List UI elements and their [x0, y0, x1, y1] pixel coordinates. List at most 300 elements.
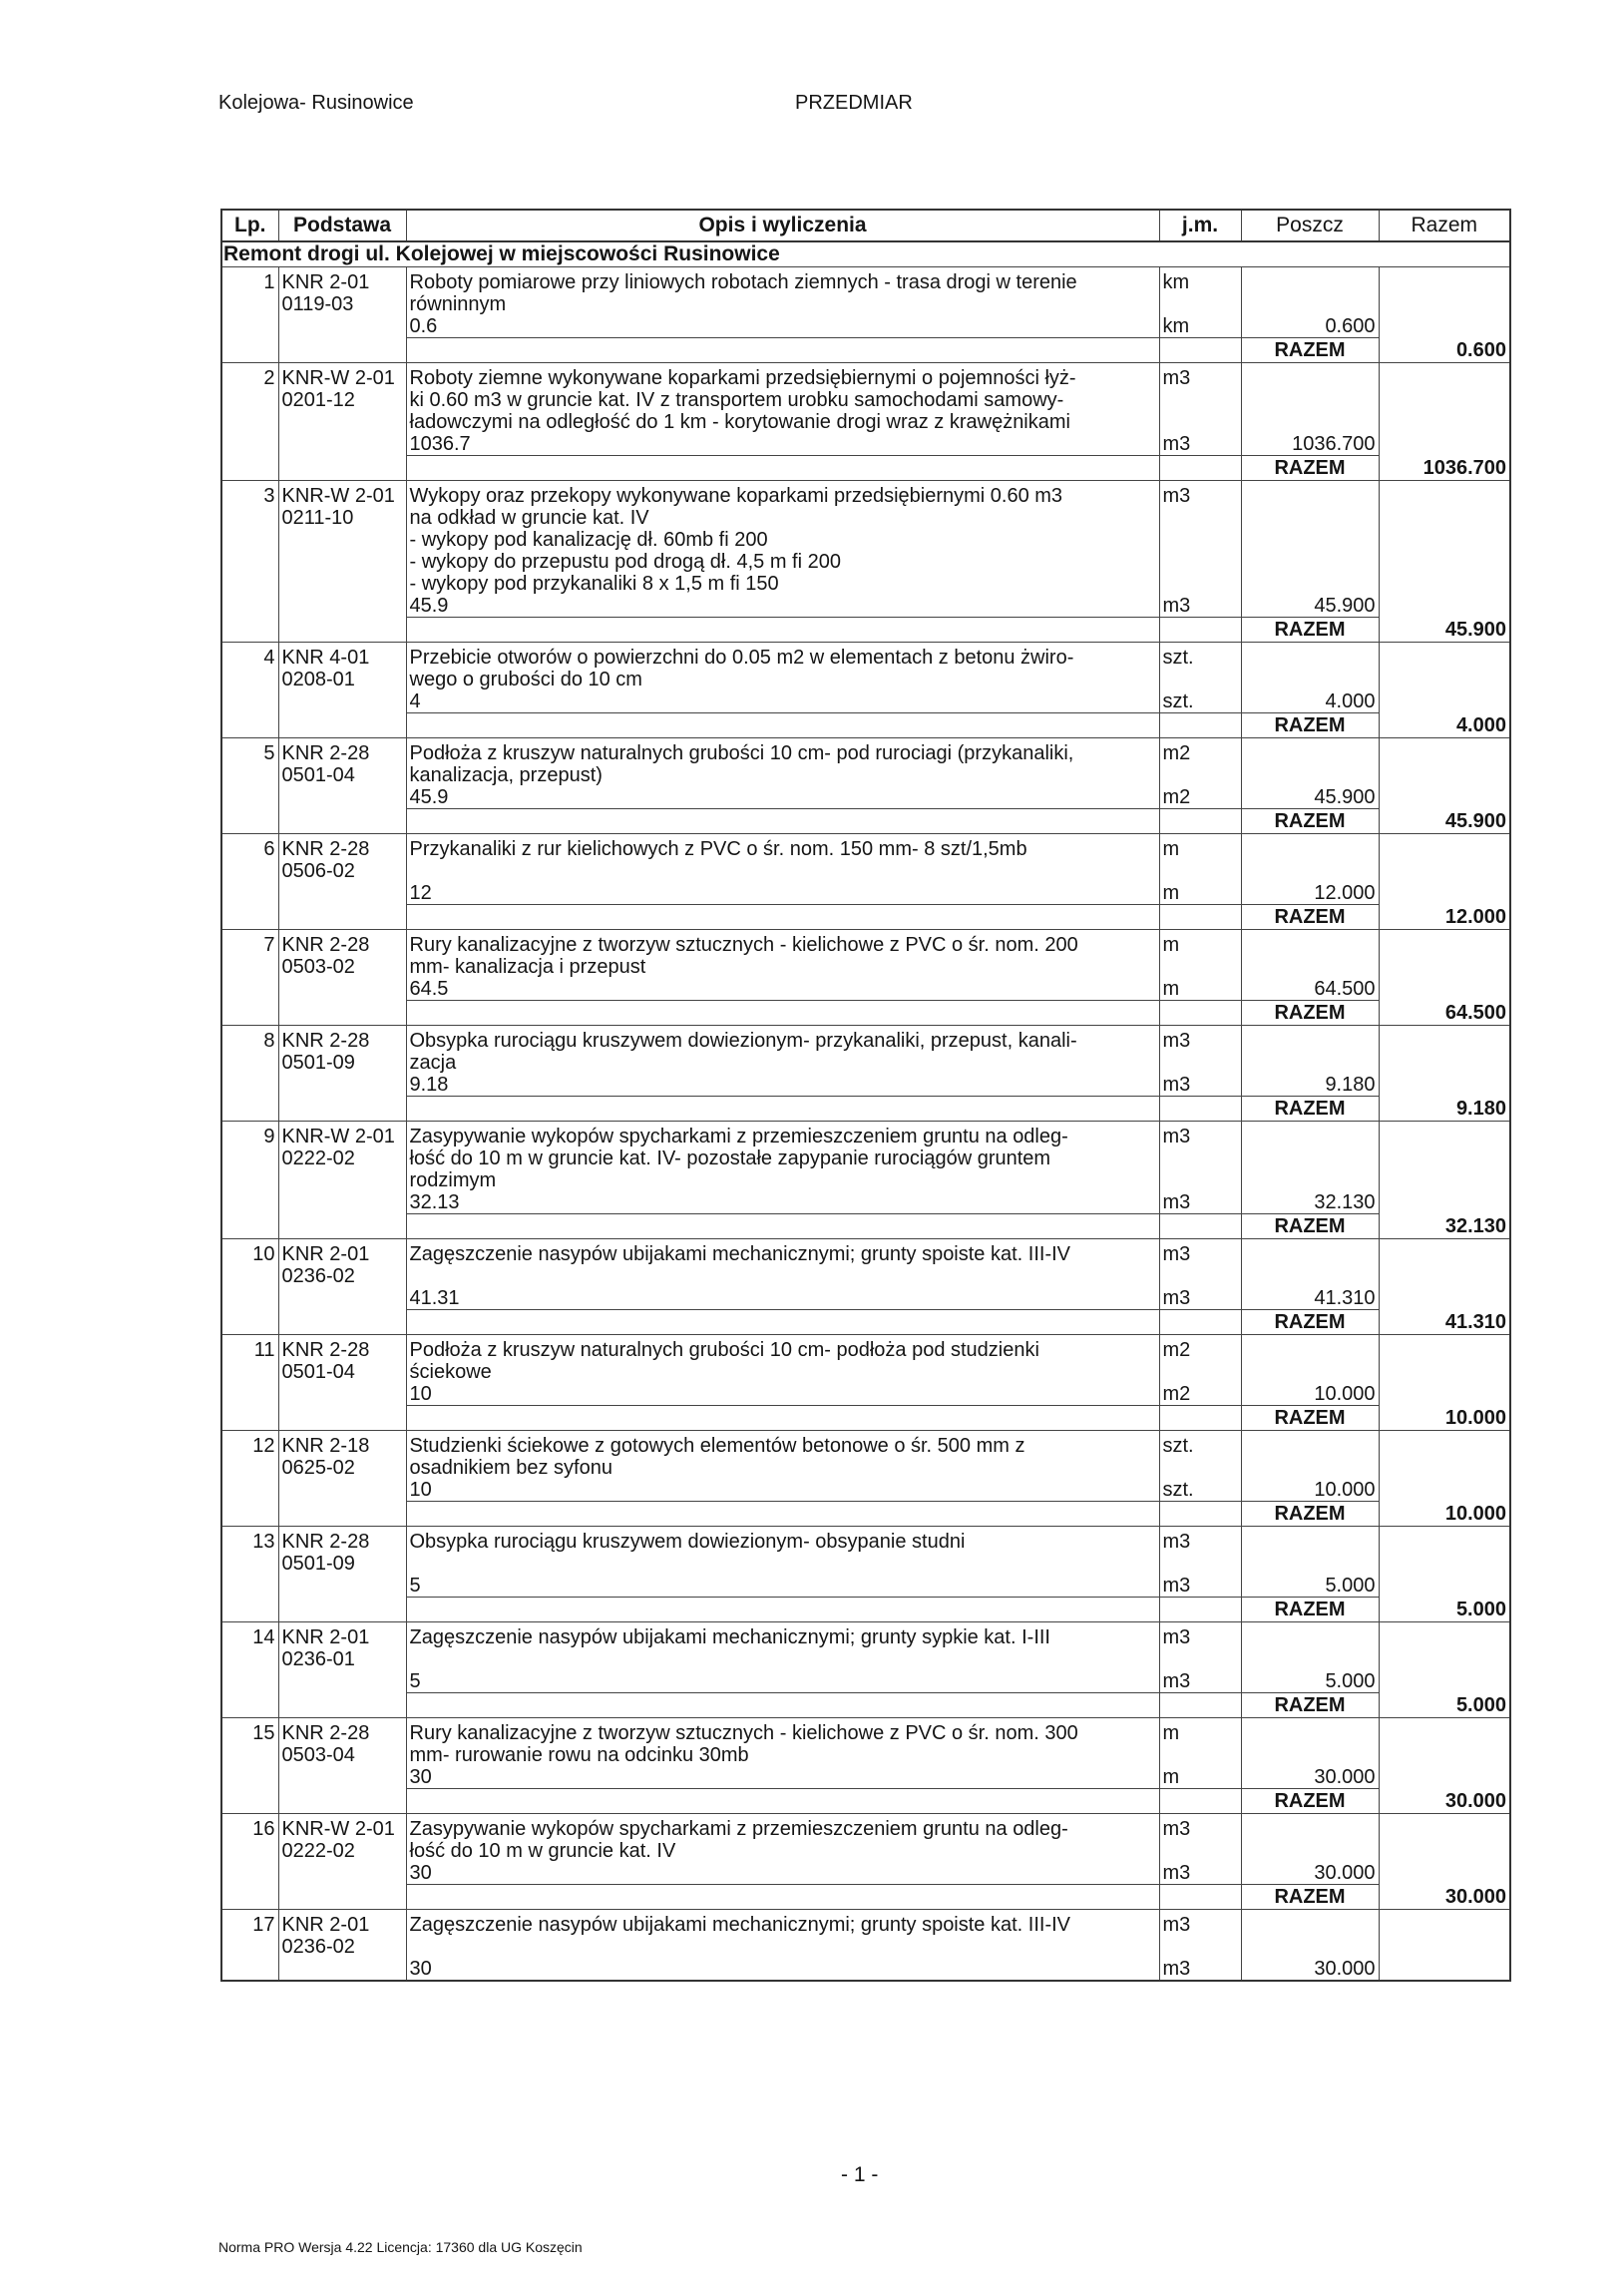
empty-cell — [221, 411, 278, 433]
basis-code: 0503-04 — [278, 1744, 406, 1766]
empty-cell — [1379, 882, 1510, 905]
unit: m3 — [1159, 1239, 1241, 1266]
empty-cell — [1379, 481, 1510, 508]
quantity-row — [221, 1074, 1510, 1097]
empty-cell — [1379, 1862, 1510, 1885]
basis-code: KNR-W 2-01 — [278, 1814, 406, 1841]
empty-cell — [221, 1052, 278, 1074]
total-row — [221, 1406, 1510, 1431]
empty-cell — [1159, 1214, 1241, 1239]
description-line: wego o grubości do 10 cm — [406, 669, 1159, 690]
empty-cell — [1379, 1074, 1510, 1097]
empty-cell — [1159, 809, 1241, 834]
empty-cell — [1241, 573, 1379, 595]
position-number: 1 — [221, 267, 278, 294]
basis-code: 0236-01 — [278, 1648, 406, 1670]
total-label: RAZEM — [1241, 1598, 1379, 1622]
position-number: 17 — [221, 1910, 278, 1937]
position-number: 16 — [221, 1814, 278, 1841]
empty-cell — [1379, 834, 1510, 861]
empty-cell — [278, 1789, 406, 1814]
empty-cell — [278, 1670, 406, 1693]
empty-cell — [1241, 411, 1379, 433]
footer-license: Norma PRO Wersja 4.22 Licencja: 17360 dla UG Koszęcin — [218, 2239, 583, 2255]
table-row — [221, 507, 1510, 529]
empty-cell — [1379, 1958, 1510, 1981]
empty-cell — [221, 882, 278, 905]
table-row — [221, 529, 1510, 551]
table-row — [221, 1718, 1510, 1745]
empty-cell — [221, 1885, 278, 1910]
empty-cell — [278, 1097, 406, 1122]
empty-cell — [1379, 1527, 1510, 1554]
empty-cell — [221, 1648, 278, 1670]
quantity-unit: m3 — [1159, 1287, 1241, 1310]
unit: m3 — [1159, 1622, 1241, 1649]
empty-cell — [221, 1074, 278, 1097]
basis-code: KNR-W 2-01 — [278, 363, 406, 390]
description-line: Rury kanalizacyjne z tworzyw sztucznych - kielichowe z PVC o śr. nom. 300 — [406, 1718, 1159, 1745]
empty-cell — [1159, 1310, 1241, 1335]
total-label: RAZEM — [1241, 809, 1379, 834]
quantity-expression: 30 — [406, 1766, 1159, 1789]
empty-cell — [278, 1885, 406, 1910]
total-value: 4.000 — [1379, 713, 1510, 738]
empty-cell — [278, 618, 406, 643]
empty-cell — [1379, 1457, 1510, 1479]
empty-cell — [221, 338, 278, 363]
empty-cell — [1241, 1457, 1379, 1479]
partial-value: 4.000 — [1241, 690, 1379, 713]
quantity-row — [221, 786, 1510, 809]
quantity-expression: 5 — [406, 1670, 1159, 1693]
empty-cell — [221, 315, 278, 338]
total-value: 64.500 — [1379, 1001, 1510, 1026]
empty-cell — [1159, 669, 1241, 690]
empty-cell — [1159, 1648, 1241, 1670]
empty-cell — [1159, 1553, 1241, 1575]
empty-cell — [221, 1406, 278, 1431]
empty-cell — [221, 1766, 278, 1789]
unit: m — [1159, 1718, 1241, 1745]
empty-cell — [1159, 1148, 1241, 1169]
description-line: Roboty ziemne wykonywane koparkami przedsiębiernymi o pojemności łyż- — [406, 363, 1159, 390]
empty-cell — [1379, 1287, 1510, 1310]
total-label: RAZEM — [1241, 1693, 1379, 1718]
description-line: Przykanaliki z rur kielichowych z PVC o śr. nom. 150 mm- 8 szt/1,5mb — [406, 834, 1159, 861]
description-line: Studzienki ściekowe z gotowych elementów betonowe o śr. 500 mm z — [406, 1431, 1159, 1458]
basis-code: 0501-04 — [278, 1361, 406, 1383]
quantity-unit: szt. — [1159, 690, 1241, 713]
empty-cell — [278, 1406, 406, 1431]
empty-cell — [1159, 1936, 1241, 1958]
description-line: mm- rurowanie rowu na odcinku 30mb — [406, 1744, 1159, 1766]
empty-cell — [278, 1383, 406, 1406]
quantity-expression: 9.18 — [406, 1074, 1159, 1097]
empty-cell — [1241, 529, 1379, 551]
quantity-unit: m3 — [1159, 1575, 1241, 1598]
description-line: - wykopy pod przykanaliki 8 x 1,5 m fi 150 — [406, 573, 1159, 595]
empty-cell — [1159, 1744, 1241, 1766]
table-row — [221, 1148, 1510, 1169]
description-line: Zagęszczenie nasypów ubijakami mechanicznymi; grunty sypkie kat. I-III — [406, 1622, 1159, 1649]
empty-cell — [1241, 1122, 1379, 1148]
empty-cell — [1159, 1840, 1241, 1862]
partial-value: 0.600 — [1241, 315, 1379, 338]
basis-code: 0201-12 — [278, 389, 406, 411]
quantity-row — [221, 1191, 1510, 1214]
empty-cell — [1379, 738, 1510, 765]
total-row — [221, 1789, 1510, 1814]
empty-cell — [1241, 669, 1379, 690]
empty-cell — [406, 1598, 1159, 1622]
empty-cell — [1159, 764, 1241, 786]
table-row — [221, 956, 1510, 978]
quantity-row — [221, 978, 1510, 1001]
quantity-row — [221, 1479, 1510, 1502]
empty-cell — [1379, 1148, 1510, 1169]
quantity-expression: 10 — [406, 1479, 1159, 1502]
partial-value: 30.000 — [1241, 1862, 1379, 1885]
empty-cell — [1379, 507, 1510, 529]
empty-cell — [278, 573, 406, 595]
quantity-expression: 32.13 — [406, 1191, 1159, 1214]
empty-cell — [221, 1553, 278, 1575]
empty-cell — [1379, 1383, 1510, 1406]
empty-cell — [1379, 1840, 1510, 1862]
table-row — [221, 860, 1510, 882]
empty-cell — [1241, 1361, 1379, 1383]
description-line — [406, 1265, 1159, 1287]
table-row — [221, 293, 1510, 315]
empty-cell — [1379, 1553, 1510, 1575]
quantity-row — [221, 1575, 1510, 1598]
position-number: 5 — [221, 738, 278, 765]
column-header-podstawa: Podstawa — [278, 210, 406, 241]
total-label: RAZEM — [1241, 1502, 1379, 1527]
empty-cell — [1241, 1622, 1379, 1649]
empty-cell — [221, 1840, 278, 1862]
description-line: Podłoża z kruszyw naturalnych grubości 10 cm- podłoża pod studzienki — [406, 1335, 1159, 1362]
empty-cell — [221, 507, 278, 529]
empty-cell — [1241, 1265, 1379, 1287]
table-row — [221, 1052, 1510, 1074]
empty-cell — [1159, 573, 1241, 595]
table-row — [221, 1122, 1510, 1148]
empty-cell — [221, 551, 278, 573]
quantity-row — [221, 882, 1510, 905]
table-row — [221, 1169, 1510, 1191]
description-line — [406, 860, 1159, 882]
empty-cell — [1241, 764, 1379, 786]
basis-code: KNR 2-28 — [278, 930, 406, 957]
empty-cell — [221, 809, 278, 834]
empty-cell — [1241, 481, 1379, 508]
quantity-row — [221, 1383, 1510, 1406]
empty-cell — [1379, 433, 1510, 456]
empty-cell — [1159, 1693, 1241, 1718]
empty-cell — [278, 1214, 406, 1239]
table-row — [221, 764, 1510, 786]
basis-code: 0119-03 — [278, 293, 406, 315]
empty-cell — [1379, 1648, 1510, 1670]
empty-cell — [1379, 1052, 1510, 1074]
quantity-unit: m3 — [1159, 433, 1241, 456]
empty-cell — [1379, 1265, 1510, 1287]
table-row — [221, 389, 1510, 411]
total-label: RAZEM — [1241, 456, 1379, 481]
total-value: 30.000 — [1379, 1789, 1510, 1814]
empty-cell — [406, 1502, 1159, 1527]
total-row — [221, 1502, 1510, 1527]
empty-cell — [406, 618, 1159, 643]
quantity-unit: m3 — [1159, 595, 1241, 618]
quantity-row — [221, 1670, 1510, 1693]
description-line: Obsypka rurociągu kruszywem dowiezionym- obsypanie studni — [406, 1527, 1159, 1554]
table-row — [221, 1026, 1510, 1053]
empty-cell — [221, 713, 278, 738]
empty-cell — [278, 551, 406, 573]
table-row — [221, 267, 1510, 294]
quantity-unit: m — [1159, 978, 1241, 1001]
partial-value: 41.310 — [1241, 1287, 1379, 1310]
partial-value: 30.000 — [1241, 1958, 1379, 1981]
empty-cell — [278, 411, 406, 433]
partial-value: 5.000 — [1241, 1575, 1379, 1598]
empty-cell — [221, 618, 278, 643]
basis-code: 0236-02 — [278, 1265, 406, 1287]
empty-cell — [221, 1670, 278, 1693]
total-row — [221, 1001, 1510, 1026]
unit: szt. — [1159, 643, 1241, 670]
total-value: 10.000 — [1379, 1406, 1510, 1431]
basis-code: KNR 2-28 — [278, 1026, 406, 1053]
empty-cell — [278, 786, 406, 809]
empty-cell — [1159, 1361, 1241, 1383]
empty-cell — [221, 669, 278, 690]
empty-cell — [1241, 1527, 1379, 1554]
quantity-expression: 12 — [406, 882, 1159, 905]
basis-code: KNR 2-01 — [278, 1910, 406, 1937]
table-row — [221, 1910, 1510, 1937]
empty-cell — [1379, 1239, 1510, 1266]
empty-cell — [1241, 267, 1379, 294]
empty-cell — [278, 978, 406, 1001]
empty-cell — [1159, 293, 1241, 315]
empty-cell — [1241, 1335, 1379, 1362]
total-value: 12.000 — [1379, 905, 1510, 930]
empty-cell — [278, 1958, 406, 1981]
total-value: 10.000 — [1379, 1502, 1510, 1527]
empty-cell — [1241, 738, 1379, 765]
total-row — [221, 1214, 1510, 1239]
unit: m3 — [1159, 1910, 1241, 1937]
empty-cell — [1379, 1814, 1510, 1841]
position-number: 6 — [221, 834, 278, 861]
document-title: PRZEDMIAR — [795, 92, 913, 114]
description-line: Podłoża z kruszyw naturalnych grubości 10 cm- pod rurociagi (przykanaliki, — [406, 738, 1159, 765]
empty-cell — [221, 786, 278, 809]
total-label: RAZEM — [1241, 1310, 1379, 1335]
description-line: Wykopy oraz przekopy wykonywane koparkami przedsiębiernymi 0.60 m3 — [406, 481, 1159, 508]
empty-cell — [1379, 1026, 1510, 1053]
total-label: RAZEM — [1241, 713, 1379, 738]
empty-cell — [278, 315, 406, 338]
description-line: Zagęszczenie nasypów ubijakami mechanicznymi; grunty spoiste kat. III-IV — [406, 1239, 1159, 1266]
empty-cell — [406, 1885, 1159, 1910]
unit: m3 — [1159, 1026, 1241, 1053]
description-line — [406, 1936, 1159, 1958]
unit: m3 — [1159, 481, 1241, 508]
empty-cell — [1379, 956, 1510, 978]
table-row — [221, 1814, 1510, 1841]
empty-cell — [1241, 551, 1379, 573]
description-line: - wykopy do przepustu pod drogą dł. 4,5 m fi 200 — [406, 551, 1159, 573]
empty-cell — [221, 956, 278, 978]
description-line: Obsypka rurociągu kruszywem dowiezionym- przykanaliki, przepust, kanali- — [406, 1026, 1159, 1053]
empty-cell — [406, 1789, 1159, 1814]
table-row — [221, 1744, 1510, 1766]
empty-cell — [221, 1148, 278, 1169]
empty-cell — [1379, 389, 1510, 411]
total-row — [221, 618, 1510, 643]
empty-cell — [1379, 1670, 1510, 1693]
quantity-expression: 45.9 — [406, 595, 1159, 618]
empty-cell — [1379, 1479, 1510, 1502]
quantity-unit: szt. — [1159, 1479, 1241, 1502]
empty-cell — [278, 456, 406, 481]
empty-cell — [1159, 1598, 1241, 1622]
empty-cell — [1379, 267, 1510, 294]
basis-code: KNR 4-01 — [278, 643, 406, 670]
quantity-unit: m3 — [1159, 1670, 1241, 1693]
table-row — [221, 1648, 1510, 1670]
description-line: kanalizacja, przepust) — [406, 764, 1159, 786]
empty-cell — [1159, 1502, 1241, 1527]
quantity-unit: m3 — [1159, 1862, 1241, 1885]
total-value: 0.600 — [1379, 338, 1510, 363]
empty-cell — [406, 1214, 1159, 1239]
empty-cell — [1159, 1406, 1241, 1431]
empty-cell — [221, 860, 278, 882]
total-row — [221, 809, 1510, 834]
empty-cell — [221, 1479, 278, 1502]
column-header-razem: Razem — [1379, 210, 1510, 241]
unit: m3 — [1159, 363, 1241, 390]
empty-cell — [1159, 1457, 1241, 1479]
table-row — [221, 1431, 1510, 1458]
empty-cell — [221, 1169, 278, 1191]
empty-cell — [221, 1958, 278, 1981]
unit: m — [1159, 834, 1241, 861]
empty-cell — [1379, 786, 1510, 809]
basis-code: 0501-04 — [278, 764, 406, 786]
quantity-expression: 4 — [406, 690, 1159, 713]
empty-cell — [1379, 669, 1510, 690]
empty-cell — [1241, 643, 1379, 670]
table-row — [221, 834, 1510, 861]
basis-code: 0503-02 — [278, 956, 406, 978]
empty-cell — [221, 573, 278, 595]
column-header-lp: Lp. — [221, 210, 278, 241]
empty-cell — [278, 1479, 406, 1502]
empty-cell — [221, 1457, 278, 1479]
empty-cell — [1241, 930, 1379, 957]
table-row — [221, 738, 1510, 765]
empty-cell — [1241, 1026, 1379, 1053]
empty-cell — [406, 713, 1159, 738]
quantity-unit: m3 — [1159, 1074, 1241, 1097]
empty-cell — [1379, 551, 1510, 573]
basis-code: 0222-02 — [278, 1148, 406, 1169]
unit: m3 — [1159, 1527, 1241, 1554]
table-row — [221, 1239, 1510, 1266]
empty-cell — [1241, 860, 1379, 882]
page-number: - 1 - — [841, 2163, 879, 2186]
empty-cell — [221, 1310, 278, 1335]
empty-cell — [1379, 595, 1510, 618]
empty-cell — [221, 1097, 278, 1122]
empty-cell — [1241, 1431, 1379, 1458]
empty-cell — [1379, 573, 1510, 595]
position-number: 12 — [221, 1431, 278, 1458]
empty-cell — [1379, 293, 1510, 315]
partial-value: 64.500 — [1241, 978, 1379, 1001]
empty-cell — [1379, 1718, 1510, 1745]
empty-cell — [221, 1265, 278, 1287]
empty-cell — [221, 1936, 278, 1958]
empty-cell — [221, 1214, 278, 1239]
description-line: rodzimym — [406, 1169, 1159, 1191]
column-header-poszcz: Poszcz — [1241, 210, 1379, 241]
empty-cell — [278, 809, 406, 834]
empty-cell — [221, 456, 278, 481]
empty-cell — [221, 1789, 278, 1814]
quantity-expression: 45.9 — [406, 786, 1159, 809]
quantity-row — [221, 315, 1510, 338]
empty-cell — [1241, 1148, 1379, 1169]
partial-value: 45.900 — [1241, 595, 1379, 618]
basis-code: 0222-02 — [278, 1840, 406, 1862]
empty-cell — [1379, 1622, 1510, 1649]
empty-cell — [278, 1502, 406, 1527]
quantity-row — [221, 1766, 1510, 1789]
unit: m3 — [1159, 1122, 1241, 1148]
total-row — [221, 338, 1510, 363]
total-row — [221, 1598, 1510, 1622]
empty-cell — [278, 1310, 406, 1335]
partial-value: 12.000 — [1241, 882, 1379, 905]
empty-cell — [221, 690, 278, 713]
position-number: 11 — [221, 1335, 278, 1362]
table-row — [221, 481, 1510, 508]
empty-cell — [1159, 456, 1241, 481]
position-number: 2 — [221, 363, 278, 390]
empty-cell — [1159, 411, 1241, 433]
total-label: RAZEM — [1241, 905, 1379, 930]
description-line: ściekowe — [406, 1361, 1159, 1383]
empty-cell — [1159, 1097, 1241, 1122]
total-row — [221, 905, 1510, 930]
empty-cell — [1241, 956, 1379, 978]
empty-cell — [221, 389, 278, 411]
empty-cell — [221, 433, 278, 456]
empty-cell — [221, 1383, 278, 1406]
empty-cell — [406, 905, 1159, 930]
basis-code: KNR 2-18 — [278, 1431, 406, 1458]
quantity-expression: 10 — [406, 1383, 1159, 1406]
description-line: Zasypywanie wykopów spycharkami z przemieszczeniem gruntu na odleg- — [406, 1814, 1159, 1841]
